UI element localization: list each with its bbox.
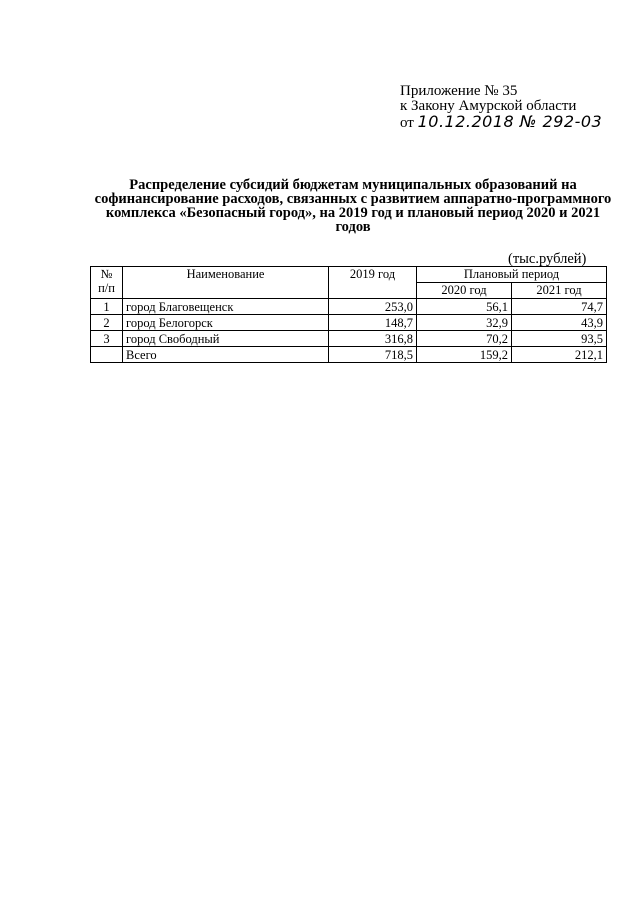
total-2019: 718,5	[329, 347, 417, 363]
table-total-row	[91, 347, 607, 363]
appendix-date-prefix: от	[400, 115, 414, 131]
header-2020: 2020 год	[417, 283, 512, 299]
header-2019: 2019 год	[329, 267, 417, 299]
handwritten-date-number: 10.12.2018 № 292-03	[417, 112, 603, 131]
total-label: Всего	[123, 347, 329, 363]
header-name: Наименование	[123, 267, 329, 299]
total-num	[91, 347, 123, 363]
row-name: город Благовещенск	[123, 299, 329, 315]
header-2021: 2021 год	[512, 283, 607, 299]
row-2020: 32,9	[417, 315, 512, 331]
header-planned: Плановый период	[417, 267, 607, 283]
row-2019: 316,8	[329, 331, 417, 347]
row-2019: 148,7	[329, 315, 417, 331]
table-row	[91, 331, 607, 347]
units-label: (тыс.рублей)	[508, 251, 587, 267]
row-name: город Белогорск	[123, 315, 329, 331]
appendix-number: Приложение № 35	[400, 83, 518, 99]
document-title: Распределение субсидий бюджетам муниципальных образований на софинансирование расходов, связанных с развитием аппаратно-программного комплекса «Безопасный город», на 2019 год и плановый период 2020 и 2021 годов	[94, 177, 612, 235]
row-2020: 70,2	[417, 331, 512, 347]
header-num-line1: №	[100, 267, 113, 281]
header-num	[91, 267, 123, 299]
appendix-law: к Закону Амурской области	[400, 98, 577, 114]
subsidy-table	[90, 266, 607, 363]
appendix-reference	[400, 84, 630, 131]
row-num: 3	[91, 331, 123, 347]
table-row	[91, 315, 607, 331]
row-2021: 93,5	[512, 331, 607, 347]
row-2019: 253,0	[329, 299, 417, 315]
row-num: 1	[91, 299, 123, 315]
row-2021: 43,9	[512, 315, 607, 331]
total-2021: 212,1	[512, 347, 607, 363]
table-row	[91, 299, 607, 315]
row-name: город Свободный	[123, 331, 329, 347]
table-header-row	[91, 267, 607, 283]
row-num: 2	[91, 315, 123, 331]
row-2020: 56,1	[417, 299, 512, 315]
row-2021: 74,7	[512, 299, 607, 315]
header-num-line2: п/п	[98, 281, 115, 295]
appendix-date-line	[400, 114, 630, 131]
total-2020: 159,2	[417, 347, 512, 363]
